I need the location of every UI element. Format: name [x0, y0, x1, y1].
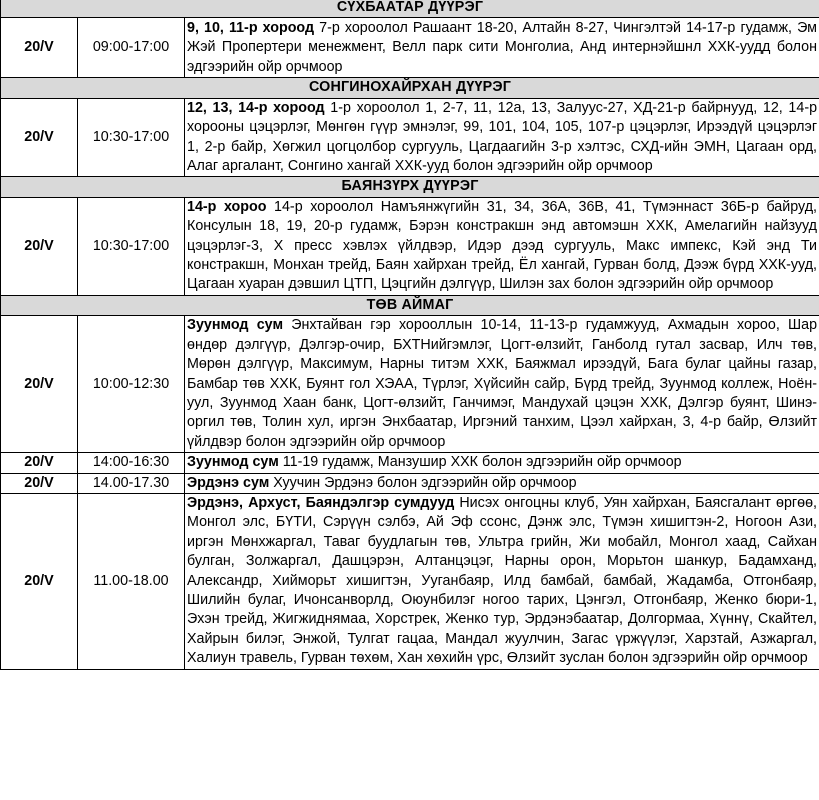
area-cell: [185, 473, 819, 493]
area-cell: [185, 316, 819, 453]
area-cell: [185, 197, 819, 295]
area-text: 1-р хороолол 1, 2-7, 11, 12а, 13, Залуус-27, ХД-21-р байрнууд, 12, 14-р хорооны цэцэрлэг, Мөнгөн гүүр эмнэлэг, 99, 101, 104, 105, 107-р цэцэрлэг, Ирээдүй цэцэрлэг 1, 2-р байр, Хөгжил цогцолбор сургууль, Цагдаагийн 3-р хэлтэс, СХД-ийн ЭМН, Цагаан орд, Алаг аргалант, Сонгино хангай ХХК-ууд болон эдгээрийн ойр орчмоор: [187, 99, 818, 175]
area-text: 11-19 гудамж, Манзушир ХХК болон эдгээрийн ойр орчмоор: [278, 454, 682, 471]
section-header-row: [1, 177, 819, 197]
section-header-row: [1, 0, 819, 18]
table-row: [1, 98, 819, 177]
area-heading: 12, 13, 14-р хороод: [187, 99, 325, 116]
date-cell: 20/V: [1, 197, 78, 295]
time-cell: 14.00-17.30: [78, 473, 185, 493]
area-heading: Эрдэнэ, Архуст, Баяндэлгэр сумдууд: [187, 494, 455, 511]
area-text: Энхтайван гэр хорооллын 10-14, 11-13-р гудамжууд, Ахмадын хороо, Шар өндөр дэлгүүр, Дэлгэр-очир, БХТНийгэмлэг, Цогт-өлзийт, Ганболд гутал засвар, Илч төв, Мөрөн дэлгүүр, Максимум, Нарны титэм ХХК, Баяжмал ирээдүй, Бага булаг цайны газар, Бамбар төв ХХК, Буянт гол ХЭАА, Түрлэг, Хүйсийн сайр, Бүрд трейд, Зуунмод коллеж, Ноён-уул, Зуунмод Хаан банк, Цогт-өлзийт, Ганчимэг, Мандухай цэцэн ХХК, Дэлгэр буянт, Шинэ-оргил төв, Толин хул, иргэн Энхбаатар, Иргэний танхим, Цээл хайрхан, 3, 4-р байр, Өлзийт үйлдвэр болон эдгээрийн ойр орчмоор: [187, 317, 818, 450]
section-title: ТӨВ АЙМАГ: [1, 295, 819, 315]
area-heading: Эрдэнэ сум: [187, 474, 270, 491]
area-heading: 14-р хороо: [187, 198, 267, 215]
date-cell: 20/V: [1, 98, 78, 177]
area-cell: [185, 18, 819, 78]
area-cell: [185, 98, 819, 177]
table-row: [1, 473, 819, 493]
time-cell: 14:00-16:30: [78, 453, 185, 473]
section-title: СОНГИНОХАЙРХАН ДҮҮРЭГ: [1, 78, 819, 98]
section-title: БАЯНЗҮРХ ДҮҮРЭГ: [1, 177, 819, 197]
table-row: [1, 197, 819, 295]
section-header-row: [1, 78, 819, 98]
time-cell: 10:30-17:00: [78, 98, 185, 177]
date-cell: 20/V: [1, 493, 78, 669]
time-cell: 10:30-17:00: [78, 197, 185, 295]
table-row: [1, 453, 819, 473]
area-heading: Зуунмод сум: [187, 317, 284, 334]
area-heading: Зуунмод сум: [187, 454, 279, 471]
time-cell: 09:00-17:00: [78, 18, 185, 78]
area-cell: [185, 493, 819, 669]
area-text: 7-р хороолол Рашаант 18-20, Алтайн 8-27, Чингэлтэй 14-17-р гудамж, Эм Жэй Пропертери менежмент, Велл парк сити Монголиа, Анд интернэйшнл ХХК-уудд болон эдгээрийн ойр орчмоор: [187, 19, 818, 75]
area-cell: [185, 453, 819, 473]
table-row: [1, 493, 819, 669]
area-text: Нисэх онгоцны клуб, Уян хайрхан, Баясгалант өргөө, Монгол элс, БҮТИ, Сэрүүн сэлбэ, Ай Эф ссонс, Дэнж элс, Түмэн хишигтэн-2, Ногоон Ази, иргэн Мөнхжаргал, Таваг буудлагын төв, Ультра грийн, Жи мобайл, Монгол хаад, Сайхан булган, Золжаргал, Дашцэрэн, Алтанцэцэг, Нарны орон, Морьтон шанкур, Бадамханд, Александр, Хийморьт хишигтэн, Ууганбаяр, Илд бамбай, бамбай, Жадамба, Отгонбаяр, Шилийн булаг, Ичонсанворлд, Оюунбилэг ногоо тарих, Цэнгэл, Отгонбаяр, Женко бюри-1, Эхэн трейд, Жигжиднямаа, Хорстрек, Женко тур, Эрдэнэбаатар, Долгормаа, Хүннү, Скайтел, Хайрын билэг, Энжой, Тулгат гацаа, Мандал жуулчин, Загас үржүүлэг, Харзтай, Азжаргал, Халиун травель, Гурван төхөм, Хан хөхийн үрс, Өлзийт зуслан болон эдгээрийн ойр орчмоор: [187, 494, 818, 667]
area-heading: 9, 10, 11-р хороод: [187, 19, 315, 36]
time-cell: 10:00-12:30: [78, 316, 185, 453]
date-cell: 20/V: [1, 18, 78, 78]
date-cell: 20/V: [1, 453, 78, 473]
time-cell: 11.00-18.00: [78, 493, 185, 669]
area-text: 14-р хороолол Намъянжүгийн 31, 34, 36А, 36В, 41, Түмэннаст 36Б-р байруд, Консулын 18, 19, 20-р гудамж, Бэрэн констракшн энд автомэшн ХХК, Амелагийн найзууд цэцэрлэг-3, Х пресс хэвлэх үйлдвэр, Идэр дээд сургууль, Макс импекс, Кэй энд Ти констракшн, Монхан трейд, Баян хайрхан трейд, Ёл хангай, Гурван болд, Дээж бүрд ХХК-ууд, Цагаан хуаран дэвшил ЦТП, Цэцгийн дэлгүүр, Шилэн зах болон эдгээрийн ойр орчмоор: [187, 198, 818, 293]
table-row: [1, 316, 819, 453]
table-row: [1, 18, 819, 78]
section-header-row: [1, 295, 819, 315]
section-title: СҮХБААТАР ДҮҮРЭГ: [1, 0, 819, 18]
area-text: Хуучин Эрдэнэ болон эдгээрийн ойр орчмоор: [269, 474, 577, 491]
date-cell: 20/V: [1, 473, 78, 493]
date-cell: 20/V: [1, 316, 78, 453]
